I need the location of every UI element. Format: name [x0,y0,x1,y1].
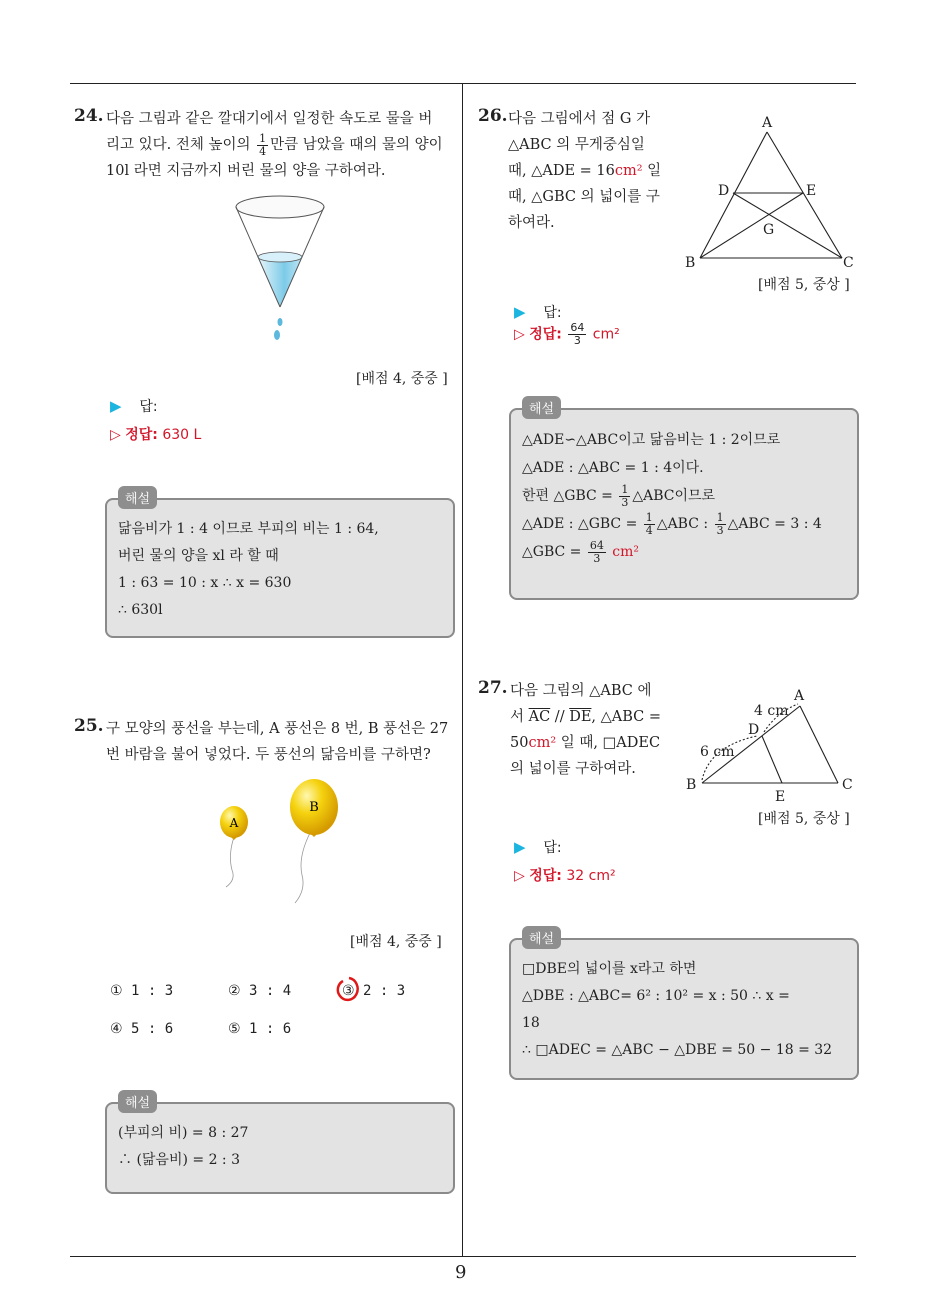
correct-answer: ▷ 정답: $\frac{64}{3}$ cm² [514,321,620,347]
play-icon: ▶ [514,838,526,856]
score-meta: [배점 5, 중상 ] [758,277,850,293]
solution-tag: 해설 [118,486,157,509]
solution-tag: 해설 [522,396,561,419]
score-meta: [배점 4, 중중 ] [350,934,442,950]
choice-1[interactable]: ① 1 : 3 [110,983,174,999]
choice-4[interactable]: ④ 5 : 6 [110,1021,174,1037]
bottom-rule [70,1256,856,1257]
svg-text:E: E [775,789,786,804]
outline-play-icon: ▷ [110,427,121,443]
solution-text: 닮음비가 1 : 4 이므로 부피의 비는 1 : 64, 버린 물의 양을 xl 라 할 때 1 : 63 = 10 : x ∴ x = 630 ∴ 630l [118,521,379,618]
triangle-parallel-figure [682,684,862,804]
outline-play-icon: ▷ [514,326,525,343]
top-rule [70,83,856,84]
svg-text:B: B [686,777,697,793]
question-number: 24. [74,106,104,126]
question-number: 27. [478,678,508,698]
svg-text:G: G [763,222,775,238]
question-text: 구 모양의 풍선을 부는데, A 풍선은 8 번, B 풍선은 27 번 바람을 불어 넣었다. 두 풍선의 닮음비를 구하면? [106,721,449,763]
question-number: 25. [74,716,104,736]
svg-text:A: A [794,688,805,704]
question-number: 26. [478,106,508,126]
question-text: 다음 그림과 같은 깔대기에서 일정한 속도로 물을 버 리고 있다. 전체 높이의 $\frac{1}{4}$ 만큼 남았을 때의 물의 양이 10l 라면 지금까지 버린 물의 양을 구하여라. [106,111,443,179]
svg-text:6 cm: 6 cm [700,744,735,760]
play-icon: ▶ [514,303,526,321]
selected-circle-mark [335,974,363,1004]
choice-3[interactable]: ③ 2 : 3 [342,983,406,999]
svg-text:B: B [685,255,696,270]
column-divider [462,83,463,1257]
balloons-figure [210,775,350,910]
answer-line: ▶ 답: [514,303,562,321]
question-text: 다음 그림에서 점 G 가 △ABC 의 무게중심일 때, △ADE = 16cm² 일 때, △GBC 의 넓이를 구 하여라. [508,111,662,231]
svg-text:4 cm: 4 cm [754,703,789,719]
page-number: 9 [455,1262,467,1283]
svg-text:E: E [806,183,817,199]
svg-text:C: C [843,255,854,270]
play-icon: ▶ [110,397,122,415]
svg-text:D: D [718,183,730,199]
balloon-b-label: B [309,800,319,815]
choice-5[interactable]: ⑤ 1 : 6 [228,1021,292,1037]
svg-text:A: A [762,115,773,131]
solution-tag: 해설 [118,1090,157,1113]
solution-text: △ADE∽△ABC이고 닮음비는 1 : 2이므로 △ADE : △ABC = 1 : 4이다. 한편 △GBC = $\frac{1}{3}$ △ABC이므로 △ADE : △GBC = $\frac{1}{4}$ △ABC : $\frac{1}{3}$ △ABC = 3 : 4 △GBC = $\frac{64}{3}$ cm² [522,432,822,565]
correct-answer: ▷ 정답: 630 L [110,427,202,443]
fraction: $\frac{64}{3}$ [570,321,585,347]
choice-2[interactable]: ② 3 : 4 [228,983,292,999]
triangle-centroid-figure [680,110,860,270]
solution-text: □DBE의 넓이를 x라고 하면 △DBE : △ABC= 6² : 10² = x : 50 ∴ x = 18 ∴ □ADEC = △ABC − △DBE = 50 − 18 = 32 [522,961,833,1058]
correct-answer: ▷ 정답: 32 cm² [514,868,616,884]
solution-text: (부피의 비) = 8 : 27 ∴ (닮음비) = 2 : 3 [118,1125,249,1168]
question-text: 다음 그림의 △ABC 에 서 $\overline{AC} // \overline{DE}$, △ABC = 50cm² 일 때, □ADEC 의 넓이를 구하여라. [510,683,662,777]
answer-line: ▶ 답: [110,397,158,415]
solution-tag: 해설 [522,926,561,949]
score-meta: [배점 5, 중상 ] [758,811,850,827]
fraction: $\frac{1}{4}$ [259,131,267,158]
answer-line: ▶ 답: [514,838,562,856]
balloon-a-label: A [229,816,239,830]
svg-text:D: D [748,722,760,738]
svg-text:C: C [842,777,853,793]
score-meta: [배점 4, 중중 ] [356,371,448,387]
funnel-figure [225,190,335,345]
outline-play-icon: ▷ [514,868,525,884]
